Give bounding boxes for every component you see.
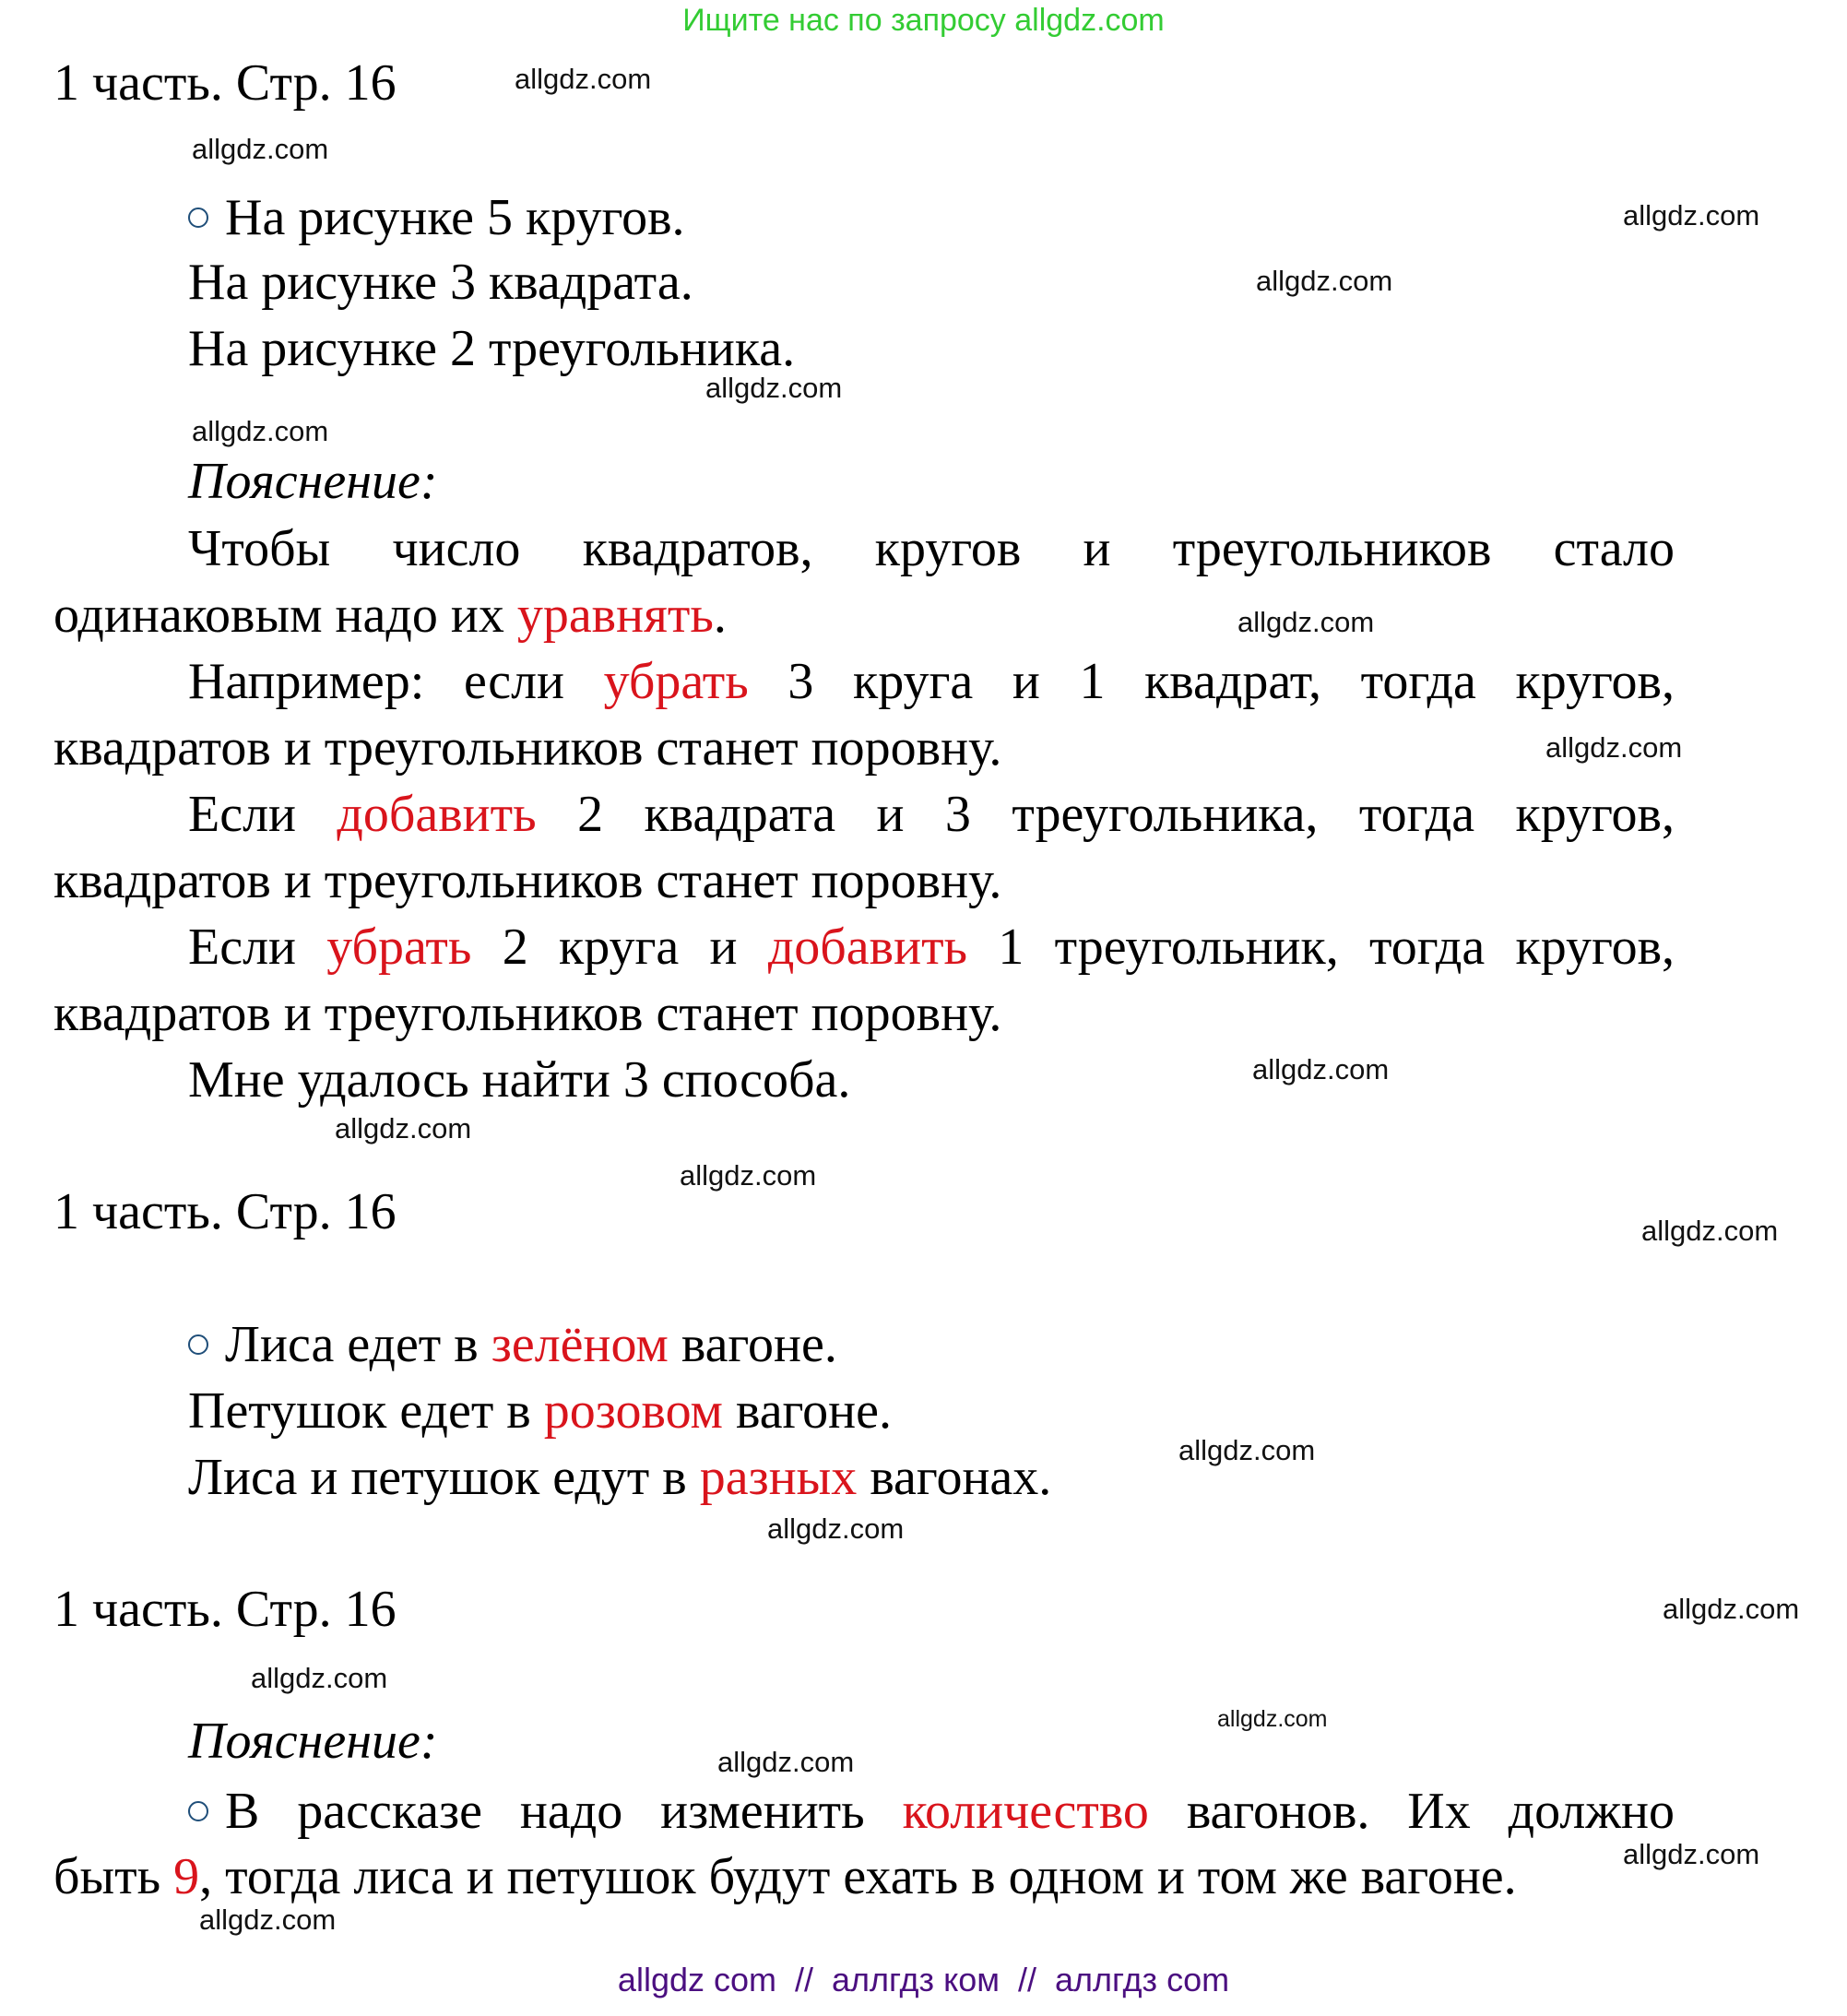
watermark: allgdz.com	[680, 1159, 817, 1192]
answer-line: На рисунке 3 квадрата.	[188, 254, 693, 311]
text: вагонах.	[857, 1449, 1052, 1506]
paragraph-line: квадратов и треугольников станет поровну.	[53, 985, 1002, 1042]
text: Если	[188, 786, 337, 843]
highlight-text: убрать	[603, 653, 749, 710]
watermark: allgdz.com	[1663, 1593, 1800, 1625]
circle-bullet-icon	[188, 1801, 208, 1821]
watermark: allgdz.com	[192, 133, 329, 165]
conclusion-line: Мне удалось найти 3 способа.	[188, 1051, 851, 1109]
text: 3 круга и 1 квадрат, тогда кругов,	[748, 653, 1675, 710]
paragraph-line	[53, 586, 727, 645]
watermark: allgdz.com	[717, 1746, 855, 1778]
explanation-label: Пояснение:	[188, 453, 438, 510]
watermark: allgdz.com	[1256, 265, 1393, 297]
answer-line: На рисунке 2 треугольника.	[188, 320, 796, 377]
search-banner: Ищите нас по запросу allgdz.com	[682, 3, 1165, 38]
explanation-label: Пояснение:	[188, 1713, 438, 1770]
text: быть	[53, 1848, 174, 1905]
text: вагонов. Их должно	[1148, 1783, 1675, 1840]
text: вагоне.	[722, 1382, 892, 1440]
section-heading: 1 часть. Стр. 16	[53, 1183, 397, 1240]
circle-bullet-icon	[188, 1334, 208, 1355]
highlight-text: количество	[902, 1783, 1149, 1840]
highlight-text: добавить	[337, 786, 537, 843]
watermark: allgdz.com	[1217, 1706, 1328, 1732]
paragraph-line	[53, 1847, 1517, 1906]
text: вагоне.	[668, 1316, 837, 1373]
watermark: allgdz.com	[335, 1112, 472, 1144]
text: Лиса едет в	[225, 1316, 491, 1373]
watermark: allgdz.com	[1237, 606, 1375, 638]
watermark: allgdz.com	[767, 1512, 905, 1545]
text: Если	[188, 919, 327, 976]
watermark: allgdz.com	[705, 372, 843, 404]
section-heading: 1 часть. Стр. 16	[53, 54, 397, 112]
section-heading: 1 часть. Стр. 16	[53, 1581, 397, 1638]
paragraph-line	[53, 918, 1675, 977]
watermark: allgdz.com	[192, 415, 329, 447]
paragraph-line	[53, 785, 1675, 844]
watermark: allgdz.com	[1545, 731, 1683, 764]
watermark: allgdz.com	[1623, 199, 1760, 231]
answer-line	[188, 1315, 837, 1374]
text: .	[713, 587, 727, 644]
text: , тогда лиса и петушок будут ехать в одном и том же вагоне.	[199, 1848, 1517, 1905]
paragraph-line: Чтобы число квадратов, кругов и треугольников стало	[188, 520, 1675, 577]
watermark: allgdz.com	[199, 1903, 337, 1936]
highlight-text: розовом	[543, 1382, 723, 1440]
paragraph-line: квадратов и треугольников станет поровну.	[53, 719, 1002, 777]
watermark: allgdz.com	[1641, 1215, 1779, 1247]
text: Петушок едет в	[188, 1382, 544, 1440]
text: 2 квадрата и 3 треугольника, тогда кругов,	[536, 786, 1675, 843]
watermark: allgdz.com	[1623, 1838, 1760, 1870]
watermark: allgdz.com	[251, 1662, 388, 1694]
watermark: allgdz.com	[515, 63, 652, 95]
highlight-text: зелёном	[491, 1316, 669, 1373]
answer-line	[188, 1382, 892, 1441]
highlight-text: убрать	[326, 919, 472, 976]
paragraph-line	[53, 1782, 1675, 1841]
paragraph-line: квадратов и треугольников станет поровну.	[53, 852, 1002, 909]
highlight-text: добавить	[767, 919, 968, 976]
answer-line	[188, 188, 685, 247]
answer-line	[188, 1448, 1051, 1507]
text: Лиса и петушок едут в	[188, 1449, 700, 1506]
text: В рассказе надо изменить	[225, 1783, 903, 1840]
text: Например: если	[188, 653, 604, 710]
highlight-text: уравнять	[516, 587, 714, 644]
text: 2 круга и	[471, 919, 768, 976]
text: 1 треугольник, тогда кругов,	[967, 919, 1675, 976]
watermark: allgdz.com	[1252, 1053, 1390, 1085]
text: одинаковым надо их	[53, 587, 517, 644]
answer-text: На рисунке 5 кругов.	[225, 189, 685, 246]
highlight-text: 9	[173, 1848, 200, 1905]
paragraph-line	[53, 652, 1675, 711]
highlight-text: разных	[699, 1449, 858, 1506]
watermark: allgdz.com	[1178, 1434, 1316, 1466]
circle-bullet-icon	[188, 208, 208, 228]
footer-banner: allgdz com // аллгдз ком // аллгдз com	[617, 1961, 1230, 1998]
